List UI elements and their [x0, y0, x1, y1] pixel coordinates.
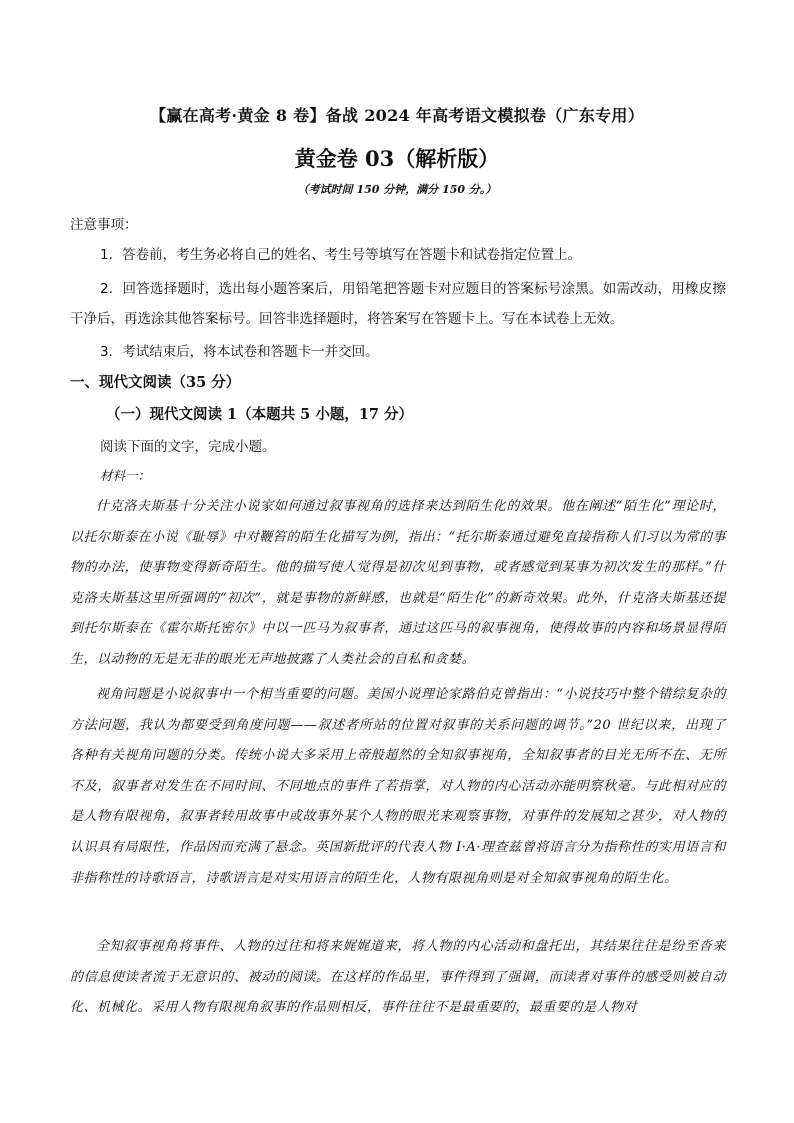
material-label: 材料一：: [100, 468, 151, 483]
subsection-heading: （一）现代文阅读 1（本题共 5 小题，17 分）: [106, 406, 414, 423]
notice-item-1: 1．答卷前，考生务必将自己的姓名、考生号等填写在答题卡和试卷指定位置上。: [100, 247, 582, 263]
reading-instruction: 阅读下面的文字，完成小题。: [100, 439, 276, 455]
notice-item-3: 3．考试结束后，将本试卷和答题卡一并交回。: [100, 344, 379, 360]
exam-series-banner: 【赢在高考·黄金 8 卷】备战 2024 年高考语文模拟卷（广东专用）: [149, 106, 645, 125]
notice-item-2: 2．回答选择题时，选出每小题答案后，用铅笔把答题卡对应题目的答案标号涂黑。如需改动，用橡皮擦干净后，再选涂其他答案标号。回答非选择题时，将答案写在答题卡上。写在本试卷上无效。: [70, 281, 726, 327]
page-title: 黄金卷 03（解析版）: [294, 146, 500, 171]
notice-heading: 注意事项：: [70, 217, 138, 233]
passage-paragraph-2: 视角问题是小说叙事中一个相当重要的问题。美国小说理论家路伯克曾指出：“小说技巧中整个错综复杂的方法问题，我认为都要受到角度问题——叙述者所站的位置对叙事的关系问题的调节。”20 世纪以来，出现了各种有关视角问题的分类。传统小说大多采用上帝般超然的全知叙事视角，全知叙事者的目光无所不在、无所不及，叙事者对发生在不同时间、不同地点的事件了若指掌，对人物的内心活动亦能明察秋毫。与此相对应的是人物有限视角，叙事者转用故事中或故事外某个人物的眼光来观察事物，对事件的发展知之甚少，对人物的认识具有局限性，作品因而充满了悬念。英国新批评的代表人物 I·A·理查兹曾将语言分为指称性的实用语言和非指称性的诗歌语言，诗歌语言是对实用语言的陌生化，人物有限视角则是对全知叙事视角的陌生化。: [70, 687, 726, 886]
exam-time-note: （考试时间 150 分钟，满分 150 分。）: [297, 183, 497, 196]
passage-paragraph-1: 什克洛夫斯基十分关注小说家如何通过叙事视角的选择来达到陌生化的效果。他在阐述“陌生化”理论时，以托尔斯泰在小说《耻辱》中对鞭笞的陌生化描写为例，指出：“托尔斯泰通过避免直接指称人们习以为常的事物的办法，使事物变得新奇陌生。他的描写使人觉得是初次见到事物，或者感觉到某事为初次发生的那样。”什克洛夫斯基这里所强调的“初次”，就是事物的新鲜感，也就是“陌生化”的新奇效果。此外，什克洛夫斯基还提到托尔斯泰在《霍尔斯托密尔》中以一匹马为叙事者，通过这匹马的叙事视角，使得故事的内容和场景显得陌生，以动物的无是无非的眼光无声地披露了人类社会的自私和贪婪。: [70, 499, 726, 667]
section-heading: 一、现代文阅读（35 分）: [70, 374, 241, 391]
passage-paragraph-3: 全知叙事视角将事件、人物的过往和将来娓娓道来，将人物的内心活动和盘托出，其结果往往是纷至沓来的信息使读者流于无意识的、被动的阅读。在这样的作品里，事件得到了强调，而读者对事件的感受则被自动化、机械化。采用人物有限视角叙事的作品则相反，事件往往不是最重要的，最重要的是人物对: [70, 939, 726, 1016]
